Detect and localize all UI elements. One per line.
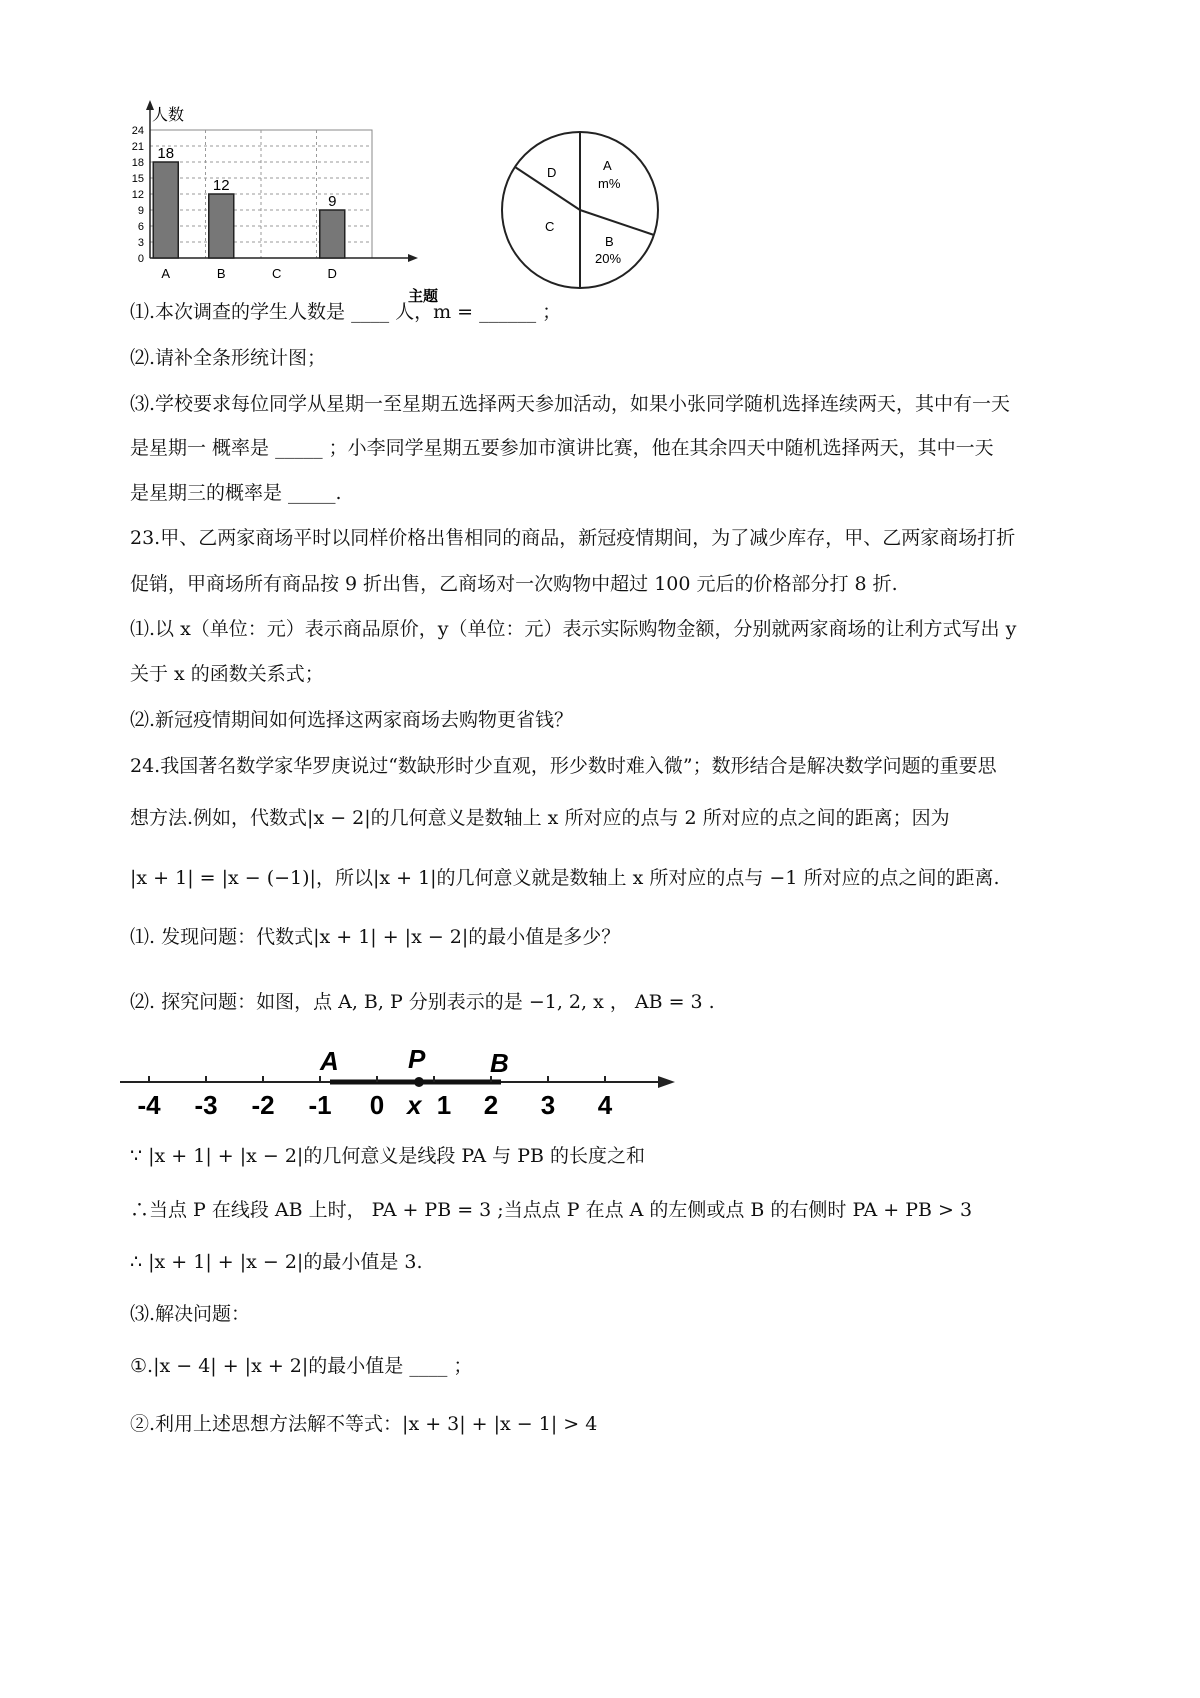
since-statement: ∵ |x + 1| + |x − 2|的几何意义是线段 PA 与 PB 的长度之和	[130, 1145, 646, 1167]
bar-a	[153, 162, 178, 258]
pie-slice-a-value: m%	[598, 176, 621, 191]
bar-category-label: A	[161, 266, 171, 281]
bar-ytick-label: 0	[137, 253, 144, 265]
bar-category-label: B	[216, 266, 226, 281]
bar-b	[209, 194, 234, 258]
pie-chart	[495, 125, 665, 295]
q24-part3-item2: ②.利用上述思想方法解不等式：|x + 3| + |x − 1| > 4	[130, 1413, 598, 1435]
q23-part1-line1: ⑴.以 x（单位：元）表示商品原价，y（单位：元）表示实际购物金额，分别就两家商场的让利方式写出 y	[130, 618, 1017, 640]
number-line-tick-label: 0	[369, 1090, 385, 1120]
number-line-tick-label: -1	[308, 1090, 332, 1120]
q24-stem-line1: 24.我国著名数学家华罗庚说过“数缺形时少直观，形少数时难入微”；数形结合是解决数学问题的重要思	[130, 755, 997, 777]
point-p-dot	[414, 1077, 424, 1087]
pie-slice-a-label: A	[603, 158, 612, 173]
bar-ytick-label: 18	[131, 157, 144, 169]
point-b-label: B	[490, 1048, 509, 1078]
therefore-statement-2: ∴ |x + 1| + |x − 2|的最小值是 3.	[130, 1251, 423, 1273]
q22-part3-line2: 是星期一 概率是 _____ ；小李同学星期五要参加市演讲比赛，他在其余四天中随机选择两天，其中一天	[130, 437, 994, 459]
therefore-statement-1: ∴当点 P 在线段 AB 上时， PA + PB = 3 ;当点点 P 在点 A 的左侧或点 B 的右侧时 PA + PB > 3	[130, 1199, 973, 1221]
point-p-label: P	[408, 1044, 426, 1074]
pie-slice-b-label: B	[605, 234, 614, 249]
q23-part2: ⑵.新冠疫情期间如何选择这两家商场去购物更省钱？	[130, 709, 574, 731]
bar-chart-ylabel: 人数	[152, 107, 185, 124]
bar-category-label: D	[327, 266, 337, 281]
q22-part3-line1: ⑶.学校要求每位同学从星期一至星期五选择两天参加活动，如果小张同学随机选择连续两天，其中有一天	[130, 393, 1011, 415]
number-line-tick-label: -4	[137, 1090, 161, 1120]
q23-stem-line2: 促销，甲商场所有商品按 9 折出售，乙商场对一次购物中超过 100 元后的价格部分打 8 折.	[130, 573, 898, 595]
q24-stem-line2: 想方法.例如，代数式|x − 2|的几何意义是数轴上 x 所对应的点与 2 所对应的点之间的距离；因为	[130, 807, 950, 829]
bar-data-label: 9	[328, 193, 337, 210]
bar-chart-xlabel: 主题	[408, 288, 439, 305]
q23-part1-line2: 关于 x 的函数关系式；	[130, 663, 324, 685]
number-line-figure	[120, 1040, 680, 1125]
q22-part2: ⑵.请补全条形统计图；	[130, 347, 327, 369]
bar-chart	[110, 100, 439, 305]
number-line-tick-label: 4	[597, 1090, 613, 1120]
q24-part1: ⑴. 发现问题：代数式|x + 1| + |x − 2|的最小值是多少？	[130, 926, 621, 948]
q22-part3-line3: 是星期三的概率是 _____.	[130, 482, 342, 504]
q24-part3-item1: ①.|x − 4| + |x + 2|的最小值是 ____ ；	[130, 1355, 473, 1377]
bar-data-label: 12	[212, 177, 230, 194]
q24-stem-line3: |x + 1| = |x − (−1)|，所以|x + 1|的几何意义就是数轴上 x 所对应的点与 −1 所对应的点之间的距离.	[130, 867, 1000, 889]
number-line-tick-label: 3	[540, 1090, 556, 1120]
pie-slice-b-value: 20%	[595, 251, 622, 266]
number-line-tick-label: 1	[436, 1090, 452, 1120]
pie-slice-c-label: C	[545, 219, 555, 234]
bar-data-label: 18	[157, 145, 175, 162]
point-a-label: A	[320, 1046, 339, 1076]
bar-ytick-label: 21	[131, 141, 144, 153]
number-line-arrow-icon	[658, 1076, 675, 1088]
number-line-tick-label: 2	[483, 1090, 499, 1120]
bar-x-axis-arrow-icon	[408, 254, 418, 262]
bar-ytick-label: 15	[131, 173, 144, 185]
bar-ytick-label: 6	[137, 221, 144, 233]
bar-d	[320, 210, 345, 258]
bar-ytick-label: 12	[131, 189, 144, 201]
q23-stem-line1: 23.甲、乙两家商场平时以同样价格出售相同的商品，新冠疫情期间，为了减少库存，甲、乙两家商场打折	[130, 527, 1016, 549]
q24-part2: ⑵. 探究问题：如图，点 A, B, P 分别表示的是 −1, 2, x ， AB = 3 .	[130, 991, 715, 1013]
pie-divider-right	[580, 210, 654, 235]
point-x-label: x	[407, 1090, 422, 1120]
q22-part1: ⑴.本次调查的学生人数是 ____ 人，m = ______ ；	[130, 301, 562, 323]
pie-slice-d-label: D	[547, 165, 557, 180]
bar-ytick-label: 3	[137, 237, 144, 249]
bar-ytick-label: 24	[131, 125, 144, 137]
number-line-tick-label: -2	[251, 1090, 275, 1120]
bar-ytick-label: 9	[137, 205, 144, 217]
q24-part3: ⑶.解决问题：	[130, 1303, 251, 1325]
number-line-tick-label: -3	[194, 1090, 218, 1120]
bar-category-label: C	[272, 266, 282, 281]
